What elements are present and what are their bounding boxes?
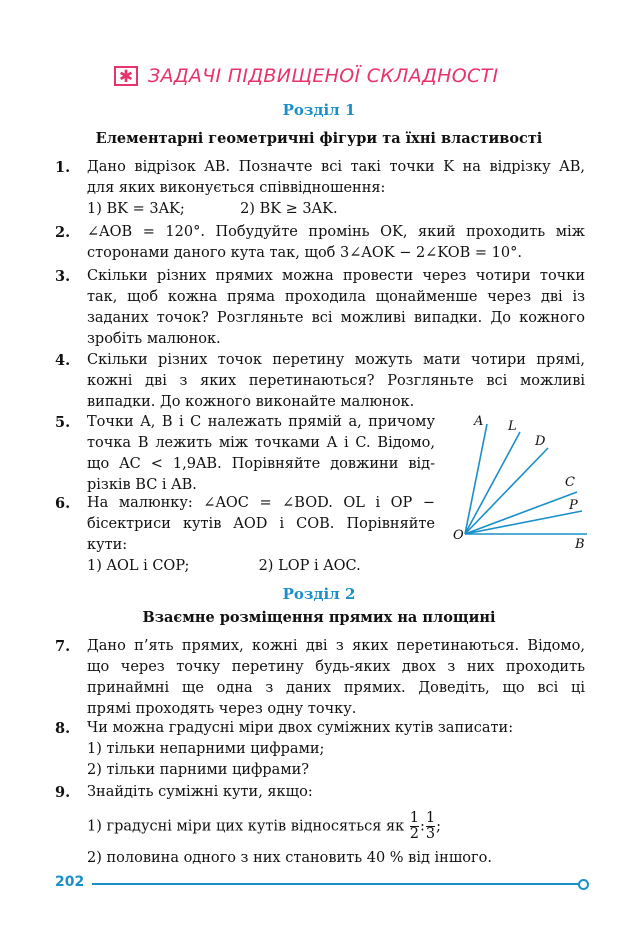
task-line: прямі проходять через одну точку.	[87, 701, 357, 717]
task-line: точка B лежить між точками A і C. Відомо,	[87, 435, 435, 451]
task-line: Скільки різних прямих можна провести через чотири точки	[87, 268, 585, 284]
task-line: заданих точок? Розгляньте всі можливі випадки. До кожного	[87, 310, 585, 326]
angles-figure	[445, 410, 595, 560]
task-line: випадки. До кожного виконайте малюнок.	[87, 394, 415, 410]
label-b: B	[575, 537, 585, 552]
task-line: 1) тільки непарними цифрами;	[87, 741, 325, 757]
task-line: 1) BK = 3AK; 2) BK ≥ 3AK.	[87, 201, 338, 217]
label-p: P	[569, 498, 578, 513]
fraction-one-third: $\frac{1}{3}$	[425, 810, 436, 842]
label-o: O	[453, 528, 464, 543]
ray-ol	[465, 432, 520, 534]
task-line: бісектриси кутів AOD і COB. Порівняйте	[87, 516, 435, 532]
task-number: 7.	[55, 638, 71, 655]
task-line: Точки A, B і C належать прямій a, причому	[87, 414, 435, 430]
label-a: A	[474, 414, 484, 429]
section-2-subtitle: Взаємне розміщення прямих на площині	[142, 609, 496, 626]
task-6	[55, 493, 435, 577]
task-line-with-fraction	[87, 811, 585, 842]
task-7	[55, 636, 585, 720]
task-line: ∠AOB = 120°. Побудуйте промінь OK, який проходить між	[87, 224, 585, 240]
task-8	[55, 718, 585, 781]
task-2	[55, 222, 585, 264]
task-line: 2) половина одного з них становить 40 % від іншого.	[87, 850, 492, 866]
task-9	[55, 782, 585, 869]
task-line: 1) AOL і COP; 2) LOP і AOC.	[87, 558, 361, 574]
fraction-one-half: $\frac{1}{2}$	[409, 810, 420, 842]
task-line: Чи можна градусні міри двох суміжних кутів записати:	[87, 720, 514, 736]
ratio-text: 1) градусні міри цих кутів відносяться як	[87, 818, 405, 835]
page-number: 202	[55, 874, 85, 890]
task-line: кожні дві з яких перетинаються? Розгляньте всі можливі	[87, 373, 585, 389]
ratio-end: ;	[436, 818, 442, 835]
task-number: 1.	[55, 159, 71, 176]
task-line: Дано п’ять прямих, кожні дві з яких перетинаються. Відомо,	[87, 638, 585, 654]
task-line: 2) тільки парними цифрами?	[87, 762, 310, 778]
task-3	[55, 266, 585, 350]
task-line: так, щоб кожна пряма проходила щонайменше через дві із	[87, 289, 585, 305]
task-number: 9.	[55, 784, 71, 801]
task-line: що AC < 1,9AB. Порівняйте довжини від-	[87, 456, 435, 472]
task-line: для яких виконується співвідношення:	[87, 180, 386, 196]
ray-oa	[465, 424, 487, 534]
chapter-title: ЗАДАЧІ ПІДВИЩЕНОЇ СКЛАДНОСТІ	[148, 65, 499, 87]
section-1-subtitle: Елементарні геометричні фігури та їхні властивості	[95, 130, 543, 147]
chapter-header	[114, 62, 498, 90]
task-number: 6.	[55, 495, 71, 512]
angles-diagram	[445, 410, 595, 560]
section-1-label: Розділ 1	[282, 101, 356, 119]
task-1	[55, 157, 585, 220]
asterisk-icon: ✱	[114, 66, 138, 86]
task-number: 5.	[55, 414, 71, 431]
task-number: 2.	[55, 224, 71, 241]
footer-circle-icon	[578, 879, 589, 890]
footer-rule	[92, 883, 580, 885]
ray-op	[465, 511, 582, 534]
task-4	[55, 350, 585, 413]
task-number: 8.	[55, 720, 71, 737]
task-line: Скільки різних точок перетину можуть мати чотири прямі,	[87, 352, 585, 368]
task-5	[55, 412, 435, 496]
task-number: 3.	[55, 268, 71, 285]
task-line: На малюнку: ∠AOC = ∠BOD. OL і OP −	[87, 495, 435, 511]
ray-od	[465, 448, 548, 534]
task-line: кути:	[87, 537, 128, 553]
task-line: принаймні ще одна з даних прямих. Доведіть, що всі ці	[87, 680, 585, 696]
task-line: що через точку перетину будь-яких двох з них проходить	[87, 659, 585, 675]
task-line: Знайдіть суміжні кути, якщо:	[87, 784, 313, 800]
label-d: D	[535, 434, 546, 449]
task-line: різків BC і AB.	[87, 477, 197, 493]
task-line: Дано відрізок AB. Позначте всі такі точки K на відрізку AB,	[87, 159, 585, 175]
ray-oc	[465, 492, 577, 534]
task-line: зробіть малюнок.	[87, 331, 221, 347]
label-l: L	[508, 419, 517, 434]
ratio-separator: :	[420, 818, 425, 835]
task-line: сторонами даного кута так, щоб 3∠AOK − 2∠KOB = 10°.	[87, 245, 522, 261]
section-2-label: Розділ 2	[282, 585, 356, 603]
label-c: C	[565, 475, 575, 490]
task-number: 4.	[55, 352, 71, 369]
